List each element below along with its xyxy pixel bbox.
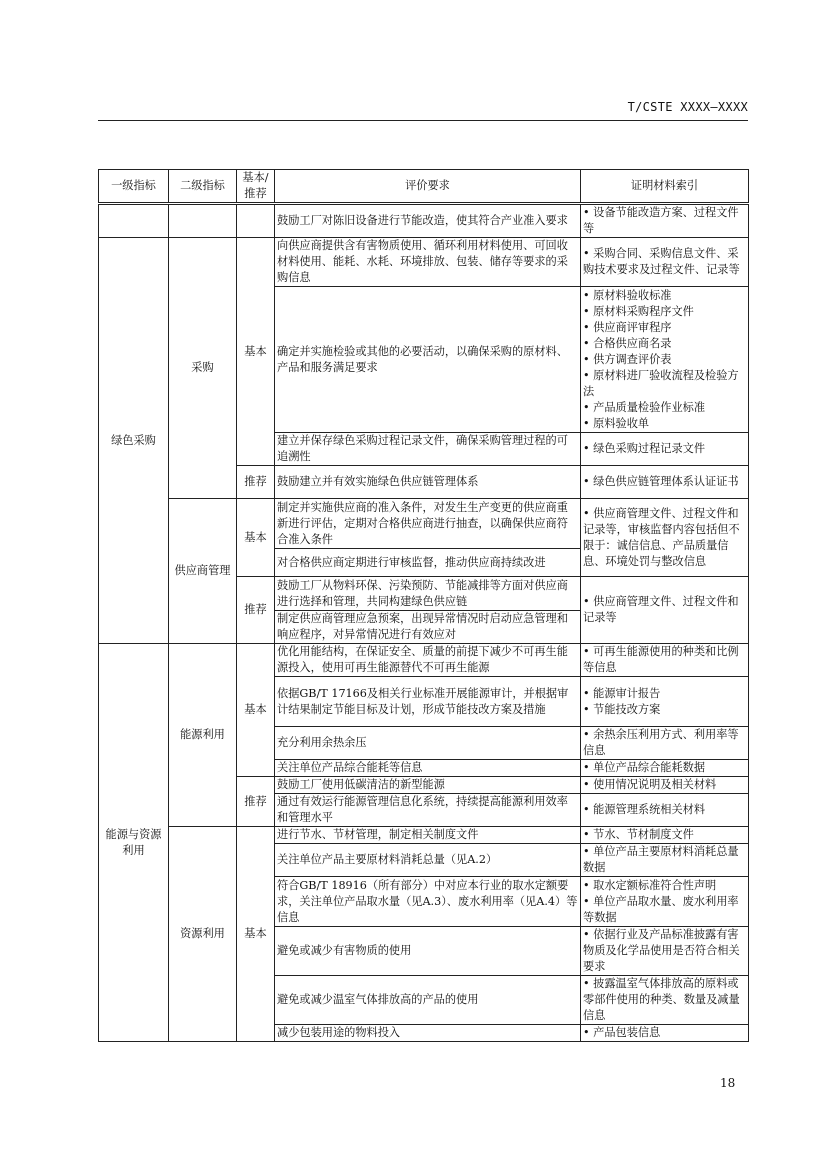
requirement-cell: 鼓励工厂从物料环保、污染预防、节能减排等方面对供应商进行选择和管理，共同构建绿色供应链 (275, 577, 581, 611)
table-row (99, 827, 749, 844)
evidence-cell (581, 499, 749, 577)
evidence-item: • 单位产品取水量、废水利用率等数据 (583, 894, 739, 924)
evidence-item: • 依据行业及产品标准披露有害物质及化学品使用是否符合相关要求 (583, 928, 740, 973)
evidence-item: • 单位产品综合能耗数据 (583, 761, 706, 774)
evidence-item: • 设备节能改造方案、过程文件等 (583, 206, 739, 235)
requirement-cell: 进行节水、节材管理，制定相关制度文件 (275, 827, 581, 844)
evidence-item: • 可再生能源使用的种类和比例等信息 (583, 645, 739, 674)
column-header-evidence: 证明材料索引 (581, 170, 749, 204)
requirement-cell: 鼓励建立并有效实施绿色供应链管理体系 (275, 466, 581, 499)
type-recommend: 推荐 (237, 577, 275, 644)
column-header-type: 基本/推荐 (237, 170, 275, 204)
column-header-level2: 二级指标 (169, 170, 237, 204)
evidence-cell (581, 794, 749, 827)
evidence-item: • 产品质量检验作业标准 (583, 400, 706, 414)
type-basic: 基本 (237, 238, 275, 466)
evidence-item: • 使用情况说明及相关材料 (583, 778, 717, 791)
evidence-cell (581, 777, 749, 794)
evidence-cell (581, 577, 749, 644)
evidence-cell (581, 877, 749, 927)
requirement-cell: 关注单位产品主要原材料消耗总量（见A.2） (275, 844, 581, 877)
evidence-item: • 节水、节材制度文件 (583, 828, 694, 841)
evidence-cell (581, 238, 749, 287)
requirement-cell: 避免或减少温室气体排放高的产品的使用 (275, 976, 581, 1025)
requirement-cell: 关注单位产品综合能耗等信息 (275, 760, 581, 777)
table-row (99, 238, 749, 287)
type-recommend: 推荐 (237, 777, 275, 827)
evidence-item: • 原材料采购程序文件 (583, 304, 694, 318)
evidence-cell (581, 677, 749, 727)
requirement-cell: 符合GB/T 18916（所有部分）中对应本行业的取水定额要求，关注单位产品取水量（见A.3）、废水利用率（见A.4）等信息 (275, 877, 581, 927)
table-header-row (99, 170, 749, 204)
requirement-cell: 减少包装用途的物料投入 (275, 1025, 581, 1042)
requirement-cell: 避免或减少有害物质的使用 (275, 927, 581, 976)
evidence-cell (581, 644, 749, 677)
requirement-cell: 对合格供应商定期进行审核监督，推动供应商持续改进 (275, 549, 581, 577)
requirement-cell: 确定并实施检验或其他的必要活动，以确保采购的原材料、产品和服务满足要求 (275, 287, 581, 433)
column-header-level1: 一级指标 (99, 170, 169, 204)
evidence-item: • 单位产品主要原材料消耗总量数据 (583, 845, 739, 874)
requirement-cell: 制定并实施供应商的准入条件，对发生生产变更的供应商重新进行评估，定期对合格供应商进行抽查，以确保供应商符合准入条件 (275, 499, 581, 549)
type-basic: 基本 (237, 644, 275, 777)
cell-empty (169, 204, 237, 238)
column-header-requirement: 评价要求 (275, 170, 581, 204)
requirement-cell: 充分利用余热余压 (275, 727, 581, 760)
evidence-item: • 采购合同、采购信息文件、采购技术要求及过程文件、记录等 (583, 247, 740, 276)
level1-energy-resource-use: 能源与资源利用 (99, 644, 169, 1042)
evidence-cell (581, 727, 749, 760)
evidence-cell (581, 760, 749, 777)
evaluation-table (98, 169, 749, 1042)
requirement-cell: 向供应商提供含有害物质使用、循环利用材料使用、可回收材料使用、能耗、水耗、环境排放、包装、储存等要求的采购信息 (275, 238, 581, 287)
table-row (99, 499, 749, 549)
evidence-cell (581, 927, 749, 976)
evidence-item: • 供应商评审程序 (583, 320, 672, 334)
level2-energy-use: 能源利用 (169, 644, 237, 827)
evidence-item: • 原材料进厂验收流程及检验方法 (583, 368, 739, 398)
requirement-cell: 鼓励工厂对陈旧设备进行节能改造，使其符合产业准入要求 (275, 204, 581, 238)
requirement-cell: 鼓励工厂使用低碳清洁的新型能源 (275, 777, 581, 794)
evidence-item: • 供应商管理文件、过程文件和记录等，审核监督内容包括但不限于：诚信信息、产品质量信息、环境处罚与整改信息 (583, 506, 740, 568)
level2-procurement: 采购 (169, 238, 237, 499)
evidence-item: • 余热余压利用方式、利用率等信息 (583, 728, 739, 757)
evidence-item: • 取水定额标准符合性声明 (583, 878, 717, 892)
evidence-cell (581, 433, 749, 466)
evidence-cell (581, 827, 749, 844)
table-row (99, 204, 749, 238)
requirement-cell: 通过有效运行能源管理信息化系统，持续提高能源利用效率和管理水平 (275, 794, 581, 827)
evidence-item: • 产品包装信息 (583, 1026, 661, 1039)
requirement-cell: 建立并保存绿色采购过程记录文件，确保采购管理过程的可追溯性 (275, 433, 581, 466)
evidence-item: • 绿色供应链管理体系认证证书 (583, 475, 739, 488)
page-number: 18 (720, 1076, 736, 1090)
evidence-item: • 绿色采购过程记录文件 (583, 442, 706, 455)
standard-code: T/CSTE XXXX—XXXX (627, 100, 748, 114)
requirement-cell: 制定供应商管理应急预案，出现异常情况时启动应急管理和响应程序，对异常情况进行有效应对 (275, 611, 581, 644)
evidence-cell (581, 976, 749, 1025)
evidence-item: • 供方调查评价表 (583, 352, 672, 366)
header-rule (98, 120, 748, 121)
evidence-cell (581, 1025, 749, 1042)
level1-green-procurement: 绿色采购 (99, 238, 169, 644)
cell-empty (237, 204, 275, 238)
evidence-item: • 合格供应商名录 (583, 336, 672, 350)
requirement-cell: 优化用能结构，在保证安全、质量的前提下减少不可再生能源投入，使用可再生能源替代不可再生能源 (275, 644, 581, 677)
evidence-cell (581, 466, 749, 499)
level2-supplier-management: 供应商管理 (169, 499, 237, 644)
table-row (99, 644, 749, 677)
evidence-item: • 原料验收单 (583, 416, 650, 430)
type-basic: 基本 (237, 827, 275, 1042)
evidence-item: • 节能技改方案 (583, 702, 661, 716)
evidence-cell (581, 287, 749, 433)
evidence-cell (581, 204, 749, 238)
evidence-item: • 能源审计报告 (583, 686, 661, 700)
evidence-item: • 原材料验收标准 (583, 288, 672, 302)
type-recommend: 推荐 (237, 466, 275, 499)
evidence-item: • 供应商管理文件、过程文件和记录等 (583, 595, 739, 624)
requirement-cell: 依据GB/T 17166及相关行业标准开展能源审计，并根据审计结果制定节能目标及计划，形成节能技改方案及措施 (275, 677, 581, 727)
type-basic: 基本 (237, 499, 275, 577)
evidence-item: • 披露温室气体排放高的原料或零部件使用的种类、数量及减量信息 (583, 977, 740, 1022)
cell-empty (99, 204, 169, 238)
evidence-item: • 能源管理系统相关材料 (583, 803, 706, 816)
level2-resource-use: 资源利用 (169, 827, 237, 1042)
evidence-cell (581, 844, 749, 877)
